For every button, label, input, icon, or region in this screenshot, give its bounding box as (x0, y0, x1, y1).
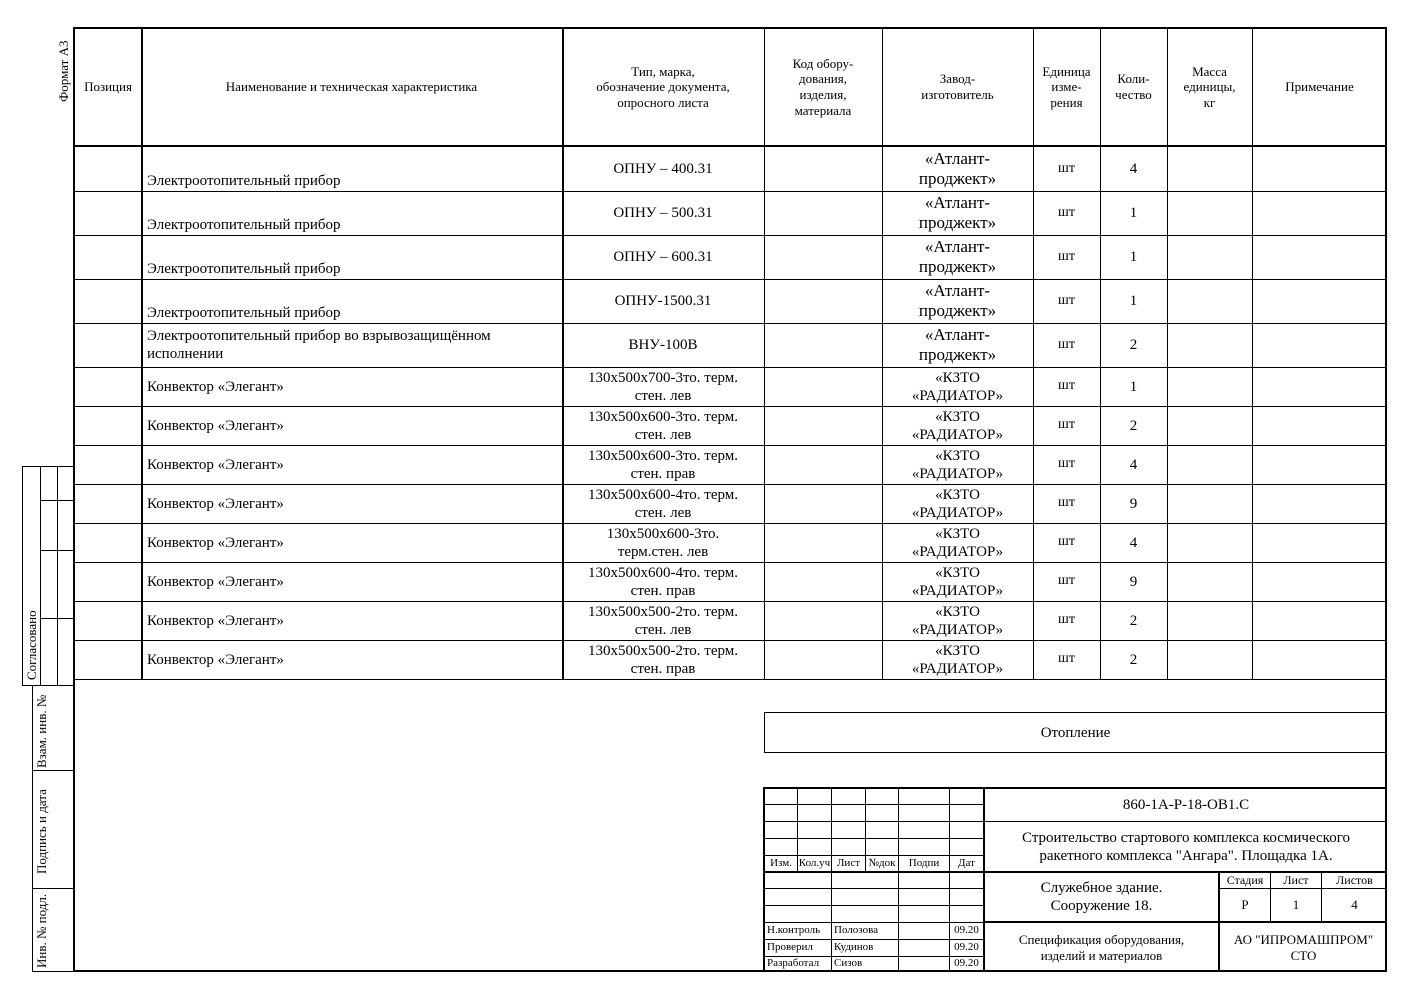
row-type: ОПНУ-1500.31 (614, 293, 712, 309)
row-unit: шт (1058, 204, 1075, 220)
row-name: Конвектор «Элегант» (147, 651, 284, 668)
header-pos: Позиция (84, 79, 132, 95)
row-unit: шт (1058, 417, 1075, 433)
row-maker: «Атлант- проджект» (918, 148, 997, 188)
row-qty: 4 (1129, 161, 1138, 177)
row-name: Электроотопительный прибор (147, 173, 341, 189)
header-mass: Масса единицы, кг (1183, 63, 1236, 110)
col-podp: Подпи (908, 856, 940, 869)
row-unit: шт (1058, 612, 1075, 628)
row-unit: шт (1058, 248, 1075, 264)
row-name: Конвектор «Элегант» (147, 573, 284, 590)
sig-role-3: Разработал (767, 957, 820, 970)
sig-date-1: 09.20 (954, 923, 979, 936)
col-list: Лист (836, 856, 861, 869)
row-qty: 2 (1129, 612, 1138, 629)
podp-label: Подпись и дата (34, 789, 49, 874)
row-type: ВНУ-100В (628, 337, 698, 353)
sig-role-1: Н.контроль (767, 923, 821, 936)
row-maker: «Атлант- проджект» (918, 280, 997, 320)
row-unit: шт (1058, 573, 1075, 589)
header-qty: Коли- чество (1115, 71, 1152, 102)
row-maker: «Атлант- проджект» (918, 324, 997, 364)
sig-name-3: Сизов (834, 957, 863, 970)
col-dat: Дат (958, 856, 975, 869)
row-name: Конвектор «Элегант» (147, 417, 284, 434)
col-kol: Кол.уч (798, 856, 831, 869)
row-type: 130х500х600-4то. терм. стен. лев (587, 486, 739, 521)
row-qty: 1 (1129, 205, 1138, 221)
row-name: Конвектор «Элегант» (147, 456, 284, 473)
row-type: 130х500х600-3то. терм.стен. лев (606, 525, 720, 560)
row-qty: 2 (1129, 337, 1138, 353)
format-label: Формат А3 (56, 40, 71, 102)
row-qty: 2 (1129, 651, 1138, 668)
row-unit: шт (1058, 160, 1075, 176)
row-unit: шт (1058, 651, 1075, 667)
row-unit: шт (1058, 378, 1075, 394)
header-maker: Завод- изготовитель (921, 71, 994, 102)
row-unit: шт (1058, 495, 1075, 511)
row-maker: «КЗТО «РАДИАТОР» (911, 486, 1004, 521)
row-type: ОПНУ – 400.31 (613, 161, 713, 177)
building-title: Служебное здание. Сооружение 18. (1040, 880, 1163, 914)
stage-value: Р (1241, 897, 1249, 913)
header-note: Примечание (1285, 79, 1354, 95)
row-type: ОПНУ – 600.31 (613, 249, 713, 265)
row-qty: 1 (1129, 293, 1138, 309)
row-maker: «Атлант- проджект» (918, 236, 997, 276)
sheet-label: Лист (1283, 873, 1309, 888)
sig-name-2: Кудинов (834, 940, 874, 953)
row-name: Электроотопительный прибор во взрывозащищённом исполнении (147, 328, 491, 362)
row-type: 130х500х600-3то. терм. стен. лев (587, 408, 739, 443)
stage-label: Стадия (1226, 873, 1264, 888)
col-ndok: №док (868, 856, 896, 869)
doc-title: Спецификация оборудования, изделий и материалов (1018, 931, 1185, 963)
section-title: Отопление (1040, 724, 1111, 741)
row-name: Конвектор «Элегант» (147, 378, 284, 395)
header-name: Наименование и техническая характеристика (225, 79, 478, 95)
row-qty: 9 (1129, 495, 1138, 512)
row-qty: 1 (1129, 378, 1138, 395)
sheets-label: Листов (1336, 873, 1373, 888)
row-qty: 9 (1129, 573, 1138, 590)
sig-name-1: Полозова (834, 923, 878, 936)
row-unit: шт (1058, 456, 1075, 472)
row-name: Конвектор «Элегант» (147, 612, 284, 629)
organization: АО "ИПРОМАШПРОМ" СТО (1233, 931, 1374, 963)
row-maker: «КЗТО «РАДИАТОР» (911, 642, 1004, 677)
sheets-value: 4 (1351, 897, 1358, 913)
row-maker: «Атлант- проджект» (918, 192, 997, 232)
row-maker: «КЗТО «РАДИАТОР» (911, 447, 1004, 482)
row-unit: шт (1058, 292, 1075, 308)
agreed-label: Согласовано (24, 610, 39, 680)
row-name: Электроотопительный прибор (147, 217, 341, 233)
row-type: 130х500х700-3то. терм. стен. лев (587, 369, 739, 404)
doc-code: 860-1А-Р-18-ОВ1.С (1122, 797, 1250, 813)
row-unit: шт (1058, 534, 1075, 550)
row-type: ОПНУ – 500.31 (613, 205, 713, 221)
header-unit: Единица изме- рения (1042, 63, 1091, 110)
row-qty: 4 (1129, 456, 1138, 473)
row-name: Конвектор «Элегант» (147, 495, 284, 512)
row-maker: «КЗТО «РАДИАТОР» (911, 603, 1004, 638)
row-name: Электроотопительный прибор (147, 261, 341, 277)
sig-role-2: Проверил (767, 940, 813, 953)
header-type: Тип, марка, обозначение документа, опросного листа (596, 63, 730, 110)
inv-label: Инв. № подл. (34, 893, 49, 968)
row-type: 130х500х600-3то. терм. стен. прав (587, 447, 739, 482)
row-maker: «КЗТО «РАДИАТОР» (911, 408, 1004, 443)
row-qty: 2 (1129, 417, 1138, 434)
sig-date-2: 09.20 (954, 940, 979, 953)
sig-date-3: 09.20 (954, 957, 979, 970)
row-maker: «КЗТО «РАДИАТОР» (911, 369, 1004, 404)
row-name: Электроотопительный прибор (147, 305, 341, 321)
row-type: 130х500х600-4то. терм. стен. прав (587, 564, 739, 599)
project-title: Строительство стартового комплекса космического ракетного комплекса "Ангара". Площадка 1А. (1022, 829, 1350, 864)
row-qty: 4 (1129, 534, 1138, 551)
row-type: 130х500х500-2то. терм. стен. лев (587, 603, 739, 638)
header-code: Код обору- дования, изделия, материала (792, 55, 854, 118)
sheet-value: 1 (1292, 897, 1300, 913)
row-maker: «КЗТО «РАДИАТОР» (911, 564, 1004, 599)
row-name: Конвектор «Элегант» (147, 534, 284, 551)
col-izm: Изм. (770, 856, 792, 869)
row-qty: 1 (1129, 249, 1138, 265)
row-unit: шт (1058, 336, 1075, 352)
vzam-label: Взам. инв. № (34, 694, 49, 768)
row-type: 130х500х500-2то. терм. стен. прав (587, 642, 739, 677)
row-maker: «КЗТО «РАДИАТОР» (911, 525, 1004, 560)
